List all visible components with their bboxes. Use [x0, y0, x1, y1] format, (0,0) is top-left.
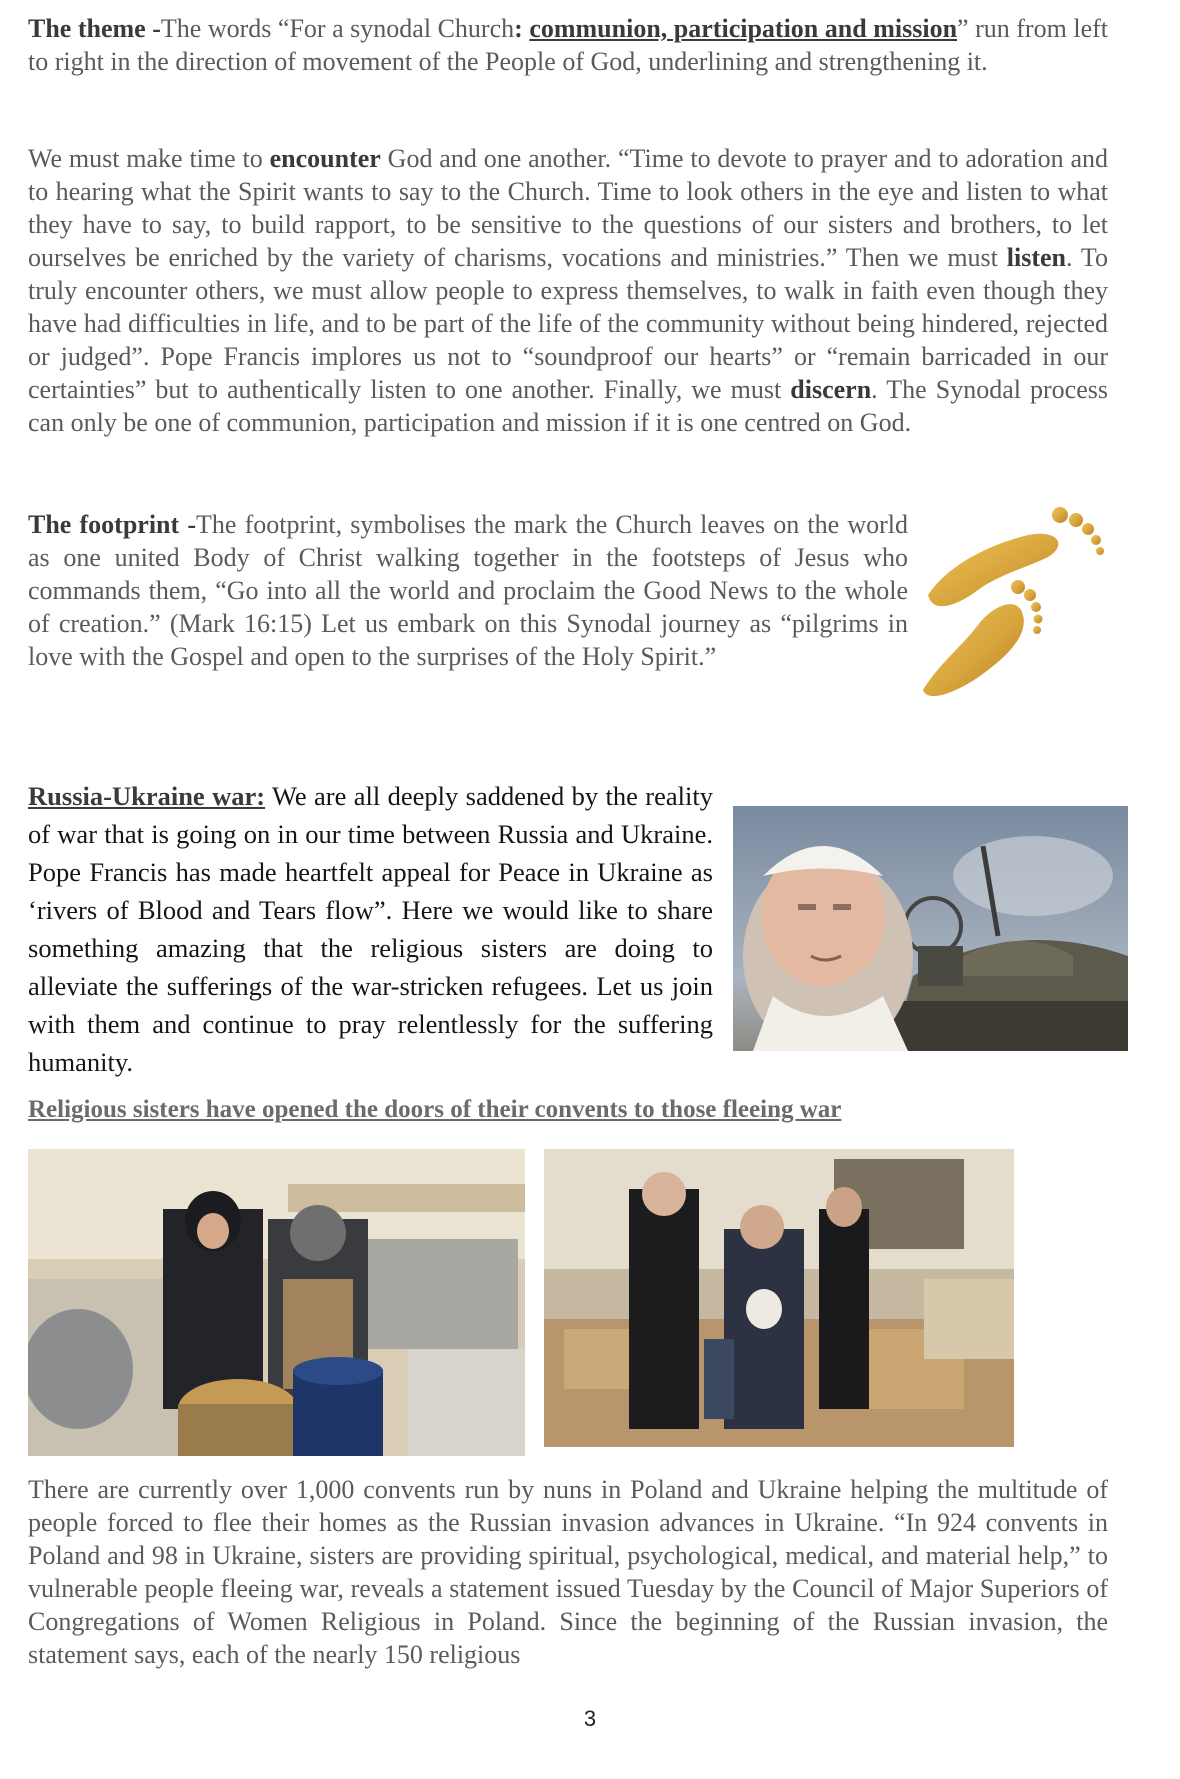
- donations-nuns-photo: [544, 1149, 1014, 1447]
- theme-emphasis: communion, participation and mission: [529, 14, 958, 43]
- footprint-paragraph: [28, 508, 908, 673]
- ukraine-heading: Russia-Ukraine war:: [28, 781, 266, 811]
- encounter-text-3: . To truly encounter others, we must allow people to express themselves, to walk in faith even though they have had difficulties in life, and to be part of the life of the community without being hindered, rejected or judged”. Pope Francis implores us not to “soundproof our hearts” or “remain barricaded in our certainties” but to authentically listen to one another. Finally, we must: [28, 243, 1108, 404]
- theme-colon: :: [514, 14, 523, 43]
- encounter-text-1: We must make time to: [28, 144, 270, 173]
- page-number: 3: [583, 1706, 597, 1731]
- footprint-heading: The footprint -: [28, 510, 196, 539]
- ukraine-text: We are all deeply saddened by the reality of war that is going on in our time between Russia and Ukraine. Pope Francis has made heartfelt appeal for Peace in Ukraine as ‘rivers of Blood and Tears flow”. Here we would like to share something amazing that the religious sisters are doing to alleviate the sufferings of the war-stricken refugees. Let us join with them and continue to pray relentlessly for the suffering humanity.: [28, 781, 713, 1077]
- convents-heading: Religious sisters have opened the doors of their convents to those fleeing war: [28, 1096, 842, 1123]
- pope-war-photo: [733, 806, 1128, 1051]
- encounter-bold-encounter: encounter: [269, 144, 381, 173]
- encounter-bold-discern: discern: [790, 375, 872, 404]
- encounter-paragraph: [28, 142, 1108, 439]
- ukraine-paragraph: [28, 777, 713, 1081]
- encounter-text-2: God and one another. “Time to devote to prayer and to adoration and to hearing what the Spirit wants to say to the Church. Time to look others in the eye and listen to what they have to say, to build rapport, to be sensitive to the questions of our sisters and brothers, to let ourselves be enriched by the variety of charisms, vocations and ministries.” Then we must: [28, 144, 1108, 272]
- theme-heading: The theme -: [28, 14, 161, 43]
- convents-paragraph: There are currently over 1,000 convents run by nuns in Poland and Ukraine helping the multitude of people forced to flee their homes as the Russian invasion advances in Ukraine. “In 924 convents in Poland and 98 in Ukraine, sisters are providing spiritual, psychological, medical, and material help,” to vulnerable people fleeing war, reveals a statement issued Tuesday by the Council of Major Superiors of Congregations of Women Religious in Poland. Since the beginning of the Russian invasion, the statement says, each of the nearly 150 religious: [28, 1475, 1108, 1669]
- footprints-icon: [918, 505, 1108, 700]
- encounter-bold-listen: listen: [1006, 243, 1066, 272]
- kitchen-nuns-photo: [28, 1149, 525, 1456]
- theme-text-before: The words “For a synodal Church: [160, 14, 515, 43]
- footprint-text: The footprint, symbolises the mark the Church leaves on the world as one united Body of Christ walking together in the footsteps of Jesus who commands them, “Go into all the world and proclaim the Good News to the whole of creation.” (Mark 16:15) Let us embark on this Synodal journey as “pilgrims in love with the Gospel and open to the surprises of the Holy Spirit.”: [28, 510, 908, 671]
- theme-paragraph: [28, 12, 1108, 78]
- encounter-text-4: . The Synodal process can only be one of communion, participation and mission if it is one centred on God.: [28, 375, 1108, 437]
- theme-text-after: ” run from left to right in the direction of movement of the People of God, underlining and strengthening it.: [28, 14, 1108, 76]
